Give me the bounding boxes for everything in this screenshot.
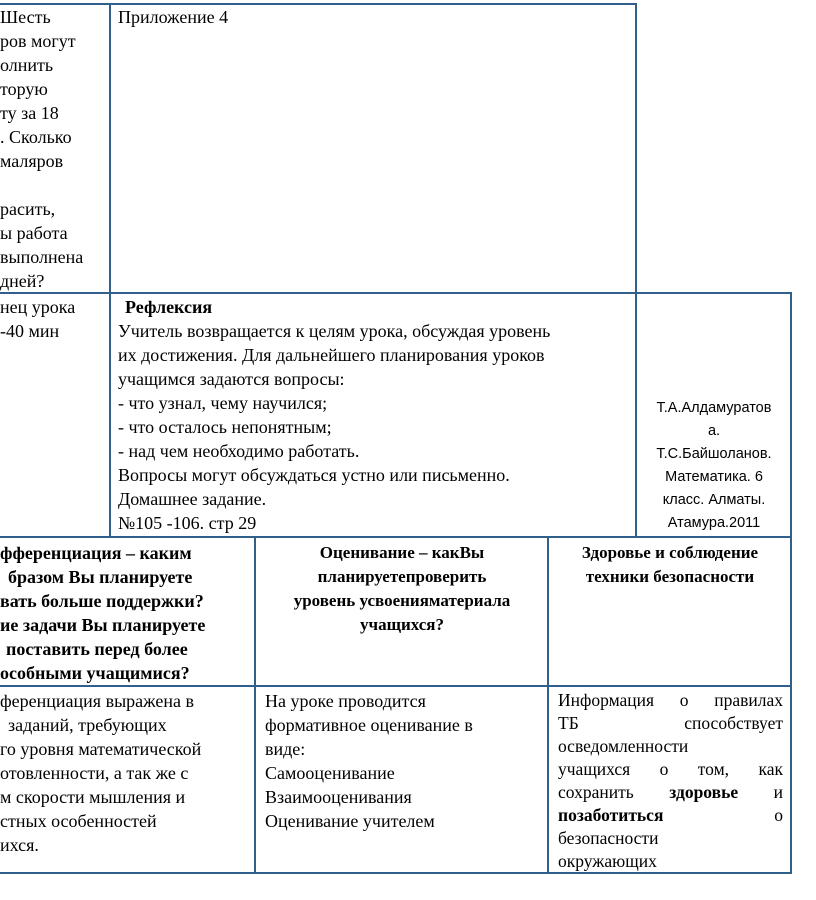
border-row4-top <box>0 685 792 687</box>
row1-left-cell <box>0 5 108 293</box>
lesson-end-label: нец урока <box>0 297 76 317</box>
health-safety-header <box>550 541 790 589</box>
content-line: м скорости мышления и <box>0 787 186 807</box>
reflection-cell <box>118 295 633 535</box>
safety-line: Информация о правилах <box>558 690 783 710</box>
row1-left-line: . Сколько <box>0 127 72 147</box>
safety-line: окружающих <box>558 851 657 871</box>
row1-left-line: выполнена <box>0 247 84 267</box>
header-line: планируетепроверить <box>317 567 487 586</box>
resource-line: Атамура.2011 <box>667 515 761 531</box>
take-care-word: позаботиться <box>558 805 664 825</box>
reflection-line: учащимся задаются вопросы: <box>118 369 345 389</box>
row1-left-line: ту за 18 <box>0 103 59 123</box>
reflection-line: их достижения. Для дальнейшего планирования уроков <box>118 345 545 365</box>
lesson-end-time: -40 мин <box>0 321 60 341</box>
differentiation-content <box>0 689 253 857</box>
content-line: стных особенностей <box>0 811 157 831</box>
safety-line: сохранить здоровье и <box>558 782 783 802</box>
border-row3-vert-1 <box>254 536 256 874</box>
content-line: ихся. <box>0 835 39 855</box>
resource-line: Математика. 6 <box>665 469 763 485</box>
row1-left-line <box>0 173 108 197</box>
assessment-header <box>257 541 547 637</box>
appendix-label: Приложение 4 <box>118 7 229 27</box>
resource-line: а. <box>707 423 721 439</box>
row1-left-line: расить, <box>0 199 56 219</box>
header-line: вать больше поддержки? <box>0 591 204 611</box>
row1-left-line: дней? <box>0 271 45 291</box>
row1-left-line: маляров <box>0 151 64 171</box>
safety-line: ТБ способствует <box>558 713 783 733</box>
header-line: уровень усвоенияматериала <box>293 591 511 610</box>
row1-left-line: ров могут <box>0 31 76 51</box>
health-word: здоровье <box>669 782 739 802</box>
content-line: Взаимооценивания <box>265 787 412 807</box>
row1-left-line: олнить <box>0 55 54 75</box>
border-row2-vert-mid <box>635 292 637 537</box>
content-line: формативное оценивание в <box>265 715 473 735</box>
safety-line: позаботиться о <box>558 805 783 825</box>
border-row1-vert-right <box>635 3 637 293</box>
reflection-line: Домашнее задание. <box>118 489 267 509</box>
safety-line: осведомленности <box>558 736 689 756</box>
safety-line: учащихся о том, как <box>558 759 783 779</box>
content-line: виде: <box>265 739 306 759</box>
header-line: поставить перед более <box>6 639 188 659</box>
differentiation-header <box>0 541 253 685</box>
border-row3-top <box>0 536 792 538</box>
content-line: На уроке проводится <box>265 691 426 711</box>
content-line: Самооценивание <box>265 763 395 783</box>
homework-line: №105 -106. стр 29 <box>118 513 257 533</box>
row1-left-line: ы работа <box>0 223 68 243</box>
safety-line: безопасности <box>558 828 659 848</box>
border-row2-top <box>0 292 792 294</box>
content-line: го уровня математической <box>0 739 202 759</box>
content-line: заданий, требующих <box>8 715 167 735</box>
header-line: Здоровье и соблюдение <box>581 543 759 562</box>
header-line: учащихся? <box>360 615 444 634</box>
content-line: ференциация выражена в <box>0 691 194 711</box>
header-line: фференциация – каким <box>0 543 192 563</box>
border-right <box>790 292 792 874</box>
health-safety-content <box>558 689 783 873</box>
reflection-heading: Рефлексия <box>125 297 213 317</box>
header-line: ие задачи Вы планируете <box>0 615 206 635</box>
border-row3-vert-2 <box>547 536 549 874</box>
header-line: техники безопасности <box>585 567 755 586</box>
header-line: бразом Вы планируете <box>8 567 193 587</box>
resource-line: класс. Алматы. <box>662 492 766 508</box>
reflection-line: - что осталось непонятным; <box>118 417 332 437</box>
reflection-line: Вопросы могут обсуждаться устно или письменно. <box>118 465 510 485</box>
resources-cell <box>638 397 790 535</box>
border-row1-vert-left <box>109 3 111 293</box>
header-line: Оценивание – какВы <box>319 543 485 562</box>
reflection-line: - над чем необходимо работать. <box>118 441 360 461</box>
content-line: Оценивание учителем <box>265 811 435 831</box>
row2-left-cell <box>0 295 108 343</box>
assessment-content <box>265 689 545 833</box>
border-row2-vert-left <box>109 292 111 537</box>
row1-middle-cell <box>118 5 628 29</box>
header-line: особными учащимися? <box>0 663 190 683</box>
row1-left-line: Шесть <box>0 7 51 27</box>
resource-line: Т.А.Алдамуратов <box>656 400 772 416</box>
content-line: отовленности, а так же с <box>0 763 189 783</box>
reflection-line: - что узнал, чему научился; <box>118 393 328 413</box>
row1-left-line: торую <box>0 79 48 99</box>
resource-line: Т.С.Байшоланов. <box>656 446 772 462</box>
reflection-line: Учитель возвращается к целям урока, обсуждая уровень <box>118 321 551 341</box>
